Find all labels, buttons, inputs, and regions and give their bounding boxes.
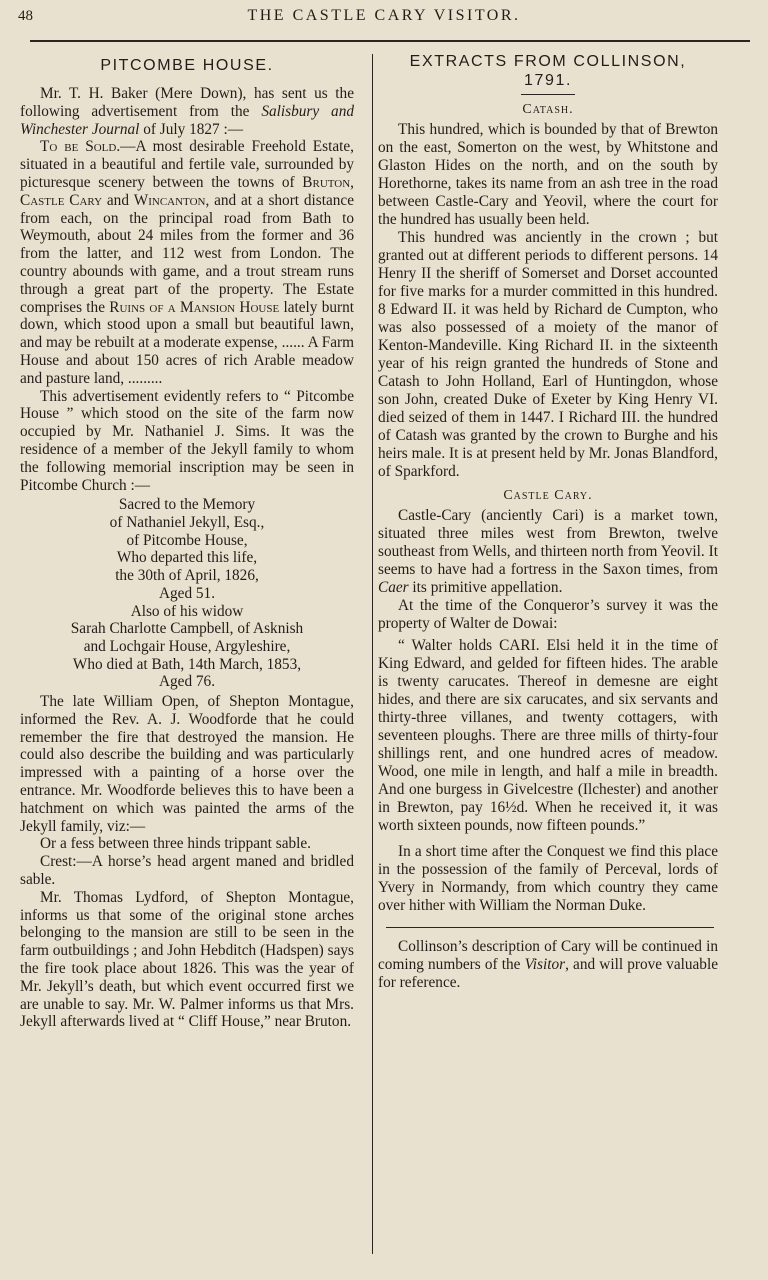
paragraph: Or a fess between three hinds trippant sable. <box>40 835 312 853</box>
running-head: THE CASTLE CARY VISITOR. <box>247 7 521 24</box>
title-line: 1791. <box>523 72 573 89</box>
inscription-line: and Lochgair House, Argyleshire, <box>83 637 291 655</box>
subheading-catash: Catash. <box>522 102 574 117</box>
page-number: 48 <box>18 8 33 24</box>
paragraph: In a short time after the Conquest we find this place in the possession of the family of Perceval, lords of Yvery in Normandy, from which country they came over hither with William the Norman Duke. <box>378 843 718 914</box>
domesday-quote: “ Walter holds CARI. Elsi held it in the time of King Edward, and gelded for fifteen hides. The arable is twenty carucates. Thereof in demesne are eight hides, and there are six carucates, and six servants and thirty-three villanes, and twenty cottagers, with seventeen ploughs. There are three mills of thirty-four shillings rent, and one hundred acres of meadow. Wood, one mile in length, and half a mile in breadth. And one burgess in Givelcestre (Ilchester) and another in Brewton, pay 16½d. When he received it, it was worth sixteen pounds, now fifteen pounds.” <box>378 637 718 834</box>
inscription-line: Aged 76. <box>158 673 216 691</box>
header-rule <box>30 40 750 42</box>
paragraph: Castle-Cary (anciently Cari) is a market town, situated three miles west from Brewton, twelve southeast from Wells, and thirteen north from Yeovil. It seems to have had a fortress in the Saxon times, from Caer its primitive appellation. <box>378 507 718 596</box>
advertisement-paragraph: To be Sold.—A most desirable Freehold Estate, situated in a beautiful and fertile vale, surrounded by picturesque scenery between the towns of Bruton, Castle Cary and Wincanton, and at a short distance from each, on the principal road from Bath to Weymouth, about 24 miles from the former and 36 from the latter, and 112 west from London. The country abounds with game, and a trout stream runs through a great part of the property. The Estate comprises the Ruins of a Mansion House lately burnt down, which stood upon a small but beautiful lawn, and may be rebuilt at a moderate expense, ...... A Farm House and about 150 acres of rich Arable meadow and pasture land, ......... <box>20 138 354 387</box>
inscription-line: Also of his widow <box>130 602 244 620</box>
right-column <box>378 52 718 992</box>
inscription-line: of Nathaniel Jekyll, Esq., <box>109 514 265 532</box>
inscription-line: Sacred to the Memory <box>118 496 256 514</box>
article-title-collinson <box>378 52 718 90</box>
inscription-line: Who died at Bath, 14th March, 1853, <box>72 655 302 673</box>
paragraph: Crest:—A horse’s head argent maned and bridled sable. <box>20 853 354 889</box>
subheading-castle-cary: Castle Cary. <box>503 488 593 503</box>
inscription-line: Aged 51. <box>158 584 216 602</box>
paragraph: The late William Open, of Shepton Montague, informed the Rev. A. J. Woodforde that he could remember the fire that destroyed the mansion. He could also describe the building and was particularly impressed with a painting of a horse over the entrance. Mr. Woodforde believes this to have been a hatchment on which was painted the arms of the Jekyll family, viz:— <box>20 693 354 835</box>
paragraph: Mr. T. H. Baker (Mere Down), has sent us the following advertisement from the Salisbury and Winchester Journal of July 1827 :— <box>20 85 354 138</box>
paragraph: Mr. Thomas Lydford, of Shepton Montague, informs us that some of the original stone arches belonging to the mansion are still to be seen in the farm outbuildings ; and John Hebditch (Hadspen) says the fire took place about 1826. This was the year of Mr. Jekyll’s death, but which event occurred first we are unable to say. Mr. W. Palmer informs us that Mrs. Jekyll afterwards lived at “ Cliff House,” near Bruton. <box>20 888 354 1031</box>
paragraph: This hundred was anciently in the crown ; but granted out at different periods to different persons. 14 Henry II the sheriff of Somerset and Dorset accounted for five marks for a murder committed in this hundred. 8 Edward II. it was held by Richard de Cumpton, who was also possessed of a moiety of the manor of Kenton-Mandeville. King Richard II. in the sixteenth year of his reign granted the hundreds of Stone and Catash to John Holland, Earl of Huntingdon, whose son John, created Duke of Exeter by King Henry VI. died seized of them in 1447. I Richard III. the hundred of Catash was granted by the crown to Burghe and his heirs male. It is at present held by Mr. Jonas Blandford, of Sparkford. <box>378 229 718 480</box>
paragraph: This advertisement evidently refers to “ Pitcombe House ” which stood on the site of the farm now occupied by Mr. Nathaniel J. Sims. It was the residence of a member of the Jekyll family to whom the following memorial inscription may be seen in Pitcombe Church :— <box>20 387 354 494</box>
paragraph: This hundred, which is bounded by that of Brewton on the east, Somerton on the west, by Whitstone and Glaston Hides on the north, and on the south by Horethorne, takes its name from an ash tree in the road between Castle-Cary and Yeovil, where the court for the hundred has usually been held. <box>378 121 718 228</box>
left-column <box>20 52 354 1031</box>
article-title-pitcombe: PITCOMBE HOUSE. <box>100 57 274 74</box>
title-line: EXTRACTS FROM COLLINSON, <box>409 53 687 70</box>
footnote-rule <box>386 927 714 928</box>
title-rule <box>521 94 575 95</box>
paragraph: At the time of the Conqueror’s survey it was the property of Walter de Dowai: <box>378 597 718 632</box>
memorial-inscription <box>20 496 354 691</box>
inscription-line: Who departed this life, <box>116 549 258 567</box>
column-divider <box>372 54 373 1254</box>
editorial-note: Collinson’s description of Cary will be continued in coming numbers of the Visitor, and will prove valuable for reference. <box>378 938 718 991</box>
inscription-line: the 30th of April, 1826, <box>115 567 259 585</box>
inscription-line: of Pitcombe House, <box>126 531 248 549</box>
inscription-line: Sarah Charlotte Campbell, of Asknish <box>70 620 304 638</box>
